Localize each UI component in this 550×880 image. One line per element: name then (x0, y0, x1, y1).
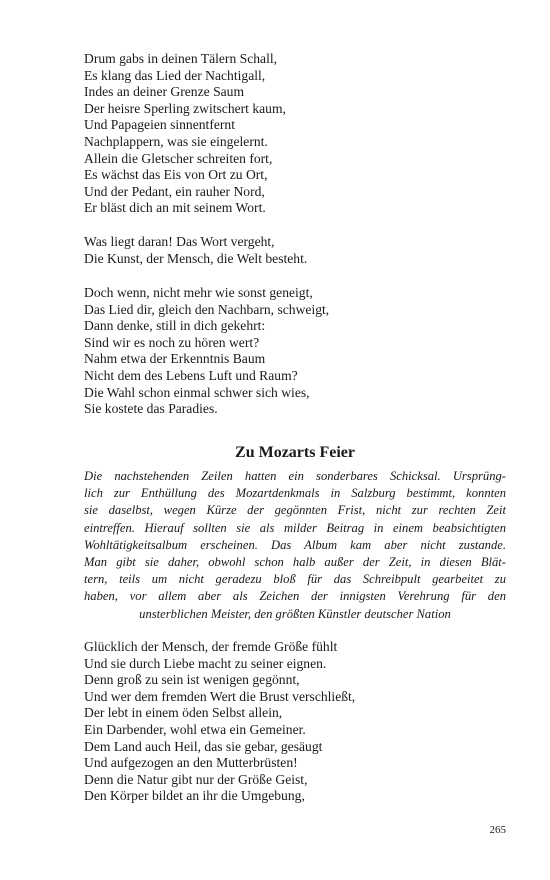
verse-line: Dann denke, still in dich gekehrt: (84, 318, 266, 334)
verse-line: Nahm etwa der Erkenntnis Baum (84, 351, 266, 367)
verse-line: Es klang das Lied der Nachtigall, (84, 67, 266, 83)
intro-line: Wohltätigkeitsalbum erscheinen. Das Album kam aber nicht zustande. (84, 537, 506, 552)
verse-line: Sind wir es noch zu hören wert? (84, 334, 260, 350)
intro-line: Man gibt sie daher, obwohl schon halb außer der Zeit, in diesen Blät- (84, 555, 506, 570)
verse-line: Nicht dem des Lebens Luft und Raum? (84, 367, 298, 383)
stanza-3 (84, 285, 504, 418)
verse-line: Die Kunst, der Mensch, die Welt besteht. (84, 250, 308, 266)
verse-line: Der lebt in einem öden Selbst allein, (84, 705, 283, 721)
verse-line: Er bläst dich an mit seinem Wort. (84, 200, 266, 216)
verse-line: Denn groß zu sein ist wenigen gegönnt, (84, 672, 300, 688)
intro-line: unsterblichen Meister, den größten Künstler deutscher Nation (139, 606, 451, 621)
intro-line: eintreffen. Hierauf sollten sie als milder Beitrag in einem beabsichtigten (84, 520, 506, 535)
intro-line: haben, vor allem aber als Zeichen der innigsten Verehrung für den (84, 589, 506, 604)
verse-line: Denn die Natur gibt nur der Größe Geist, (84, 771, 308, 787)
verse-line: Und sie durch Liebe macht zu seiner eignen. (84, 655, 327, 671)
verse-line: Es wächst das Eis von Ort zu Ort, (84, 167, 268, 183)
verse-line: Glücklich der Mensch, der fremde Größe fühlt (84, 639, 338, 654)
intro-line: tern, teils um nicht geradezu bloß für das Schreibpult gearbeitet zu (84, 572, 506, 587)
verse-line: Drum gabs in deinen Tälern Schall, (84, 51, 278, 66)
section-title: Zu Mozarts Feier (235, 444, 355, 461)
page-number: 265 (489, 824, 506, 836)
verse-line: Doch wenn, nicht mehr wie sonst geneigt, (84, 285, 313, 300)
intro-line: sie daselbst, wegen Kürze der gegönnten Frist, nicht zur rechten Zeit (84, 503, 506, 518)
verse-line: Sie kostete das Paradies. (84, 401, 218, 417)
verse-line: Und der Pedant, ein rauher Nord, (84, 183, 265, 199)
verse-line: Allein die Gletscher schreiten fort, (84, 150, 273, 166)
stanza-2 (84, 234, 504, 267)
verse-line: Ein Darbender, wohl etwa ein Gemeiner. (84, 721, 306, 737)
poem-stanza (84, 639, 504, 805)
intro-note (84, 468, 506, 623)
verse-line: Nachplappern, was sie eingelernt. (84, 133, 268, 149)
verse-line: Die Wahl schon einmal schwer sich wies, (84, 384, 310, 400)
verse-line: Und wer dem fremden Wert die Brust verschließt, (84, 688, 356, 704)
verse-line: Der heisre Sperling zwitschert kaum, (84, 100, 286, 116)
verse-line: Und aufgezogen an den Mutterbrüsten! (84, 755, 298, 771)
verse-line: Den Körper bildet an ihr die Umgebung, (84, 788, 305, 804)
intro-line: Die nachstehenden Zeilen hatten ein sonderbares Schicksal. Ursprüng- (84, 469, 506, 483)
intro-line: lich zur Enthüllung des Mozartdenkmals in Salzburg bestimmt, konnten (84, 486, 506, 501)
verse-line: Das Lied dir, gleich den Nachbarn, schweigt, (84, 301, 330, 317)
verse-line: Dem Land auch Heil, das sie gebar, gesäugt (84, 738, 323, 754)
verse-line: Was liegt daran! Das Wort vergeht, (84, 234, 275, 249)
stanza-1 (84, 51, 504, 217)
verse-line: Indes an deiner Grenze Saum (84, 84, 245, 100)
verse-line: Und Papageien sinnentfernt (84, 117, 235, 133)
